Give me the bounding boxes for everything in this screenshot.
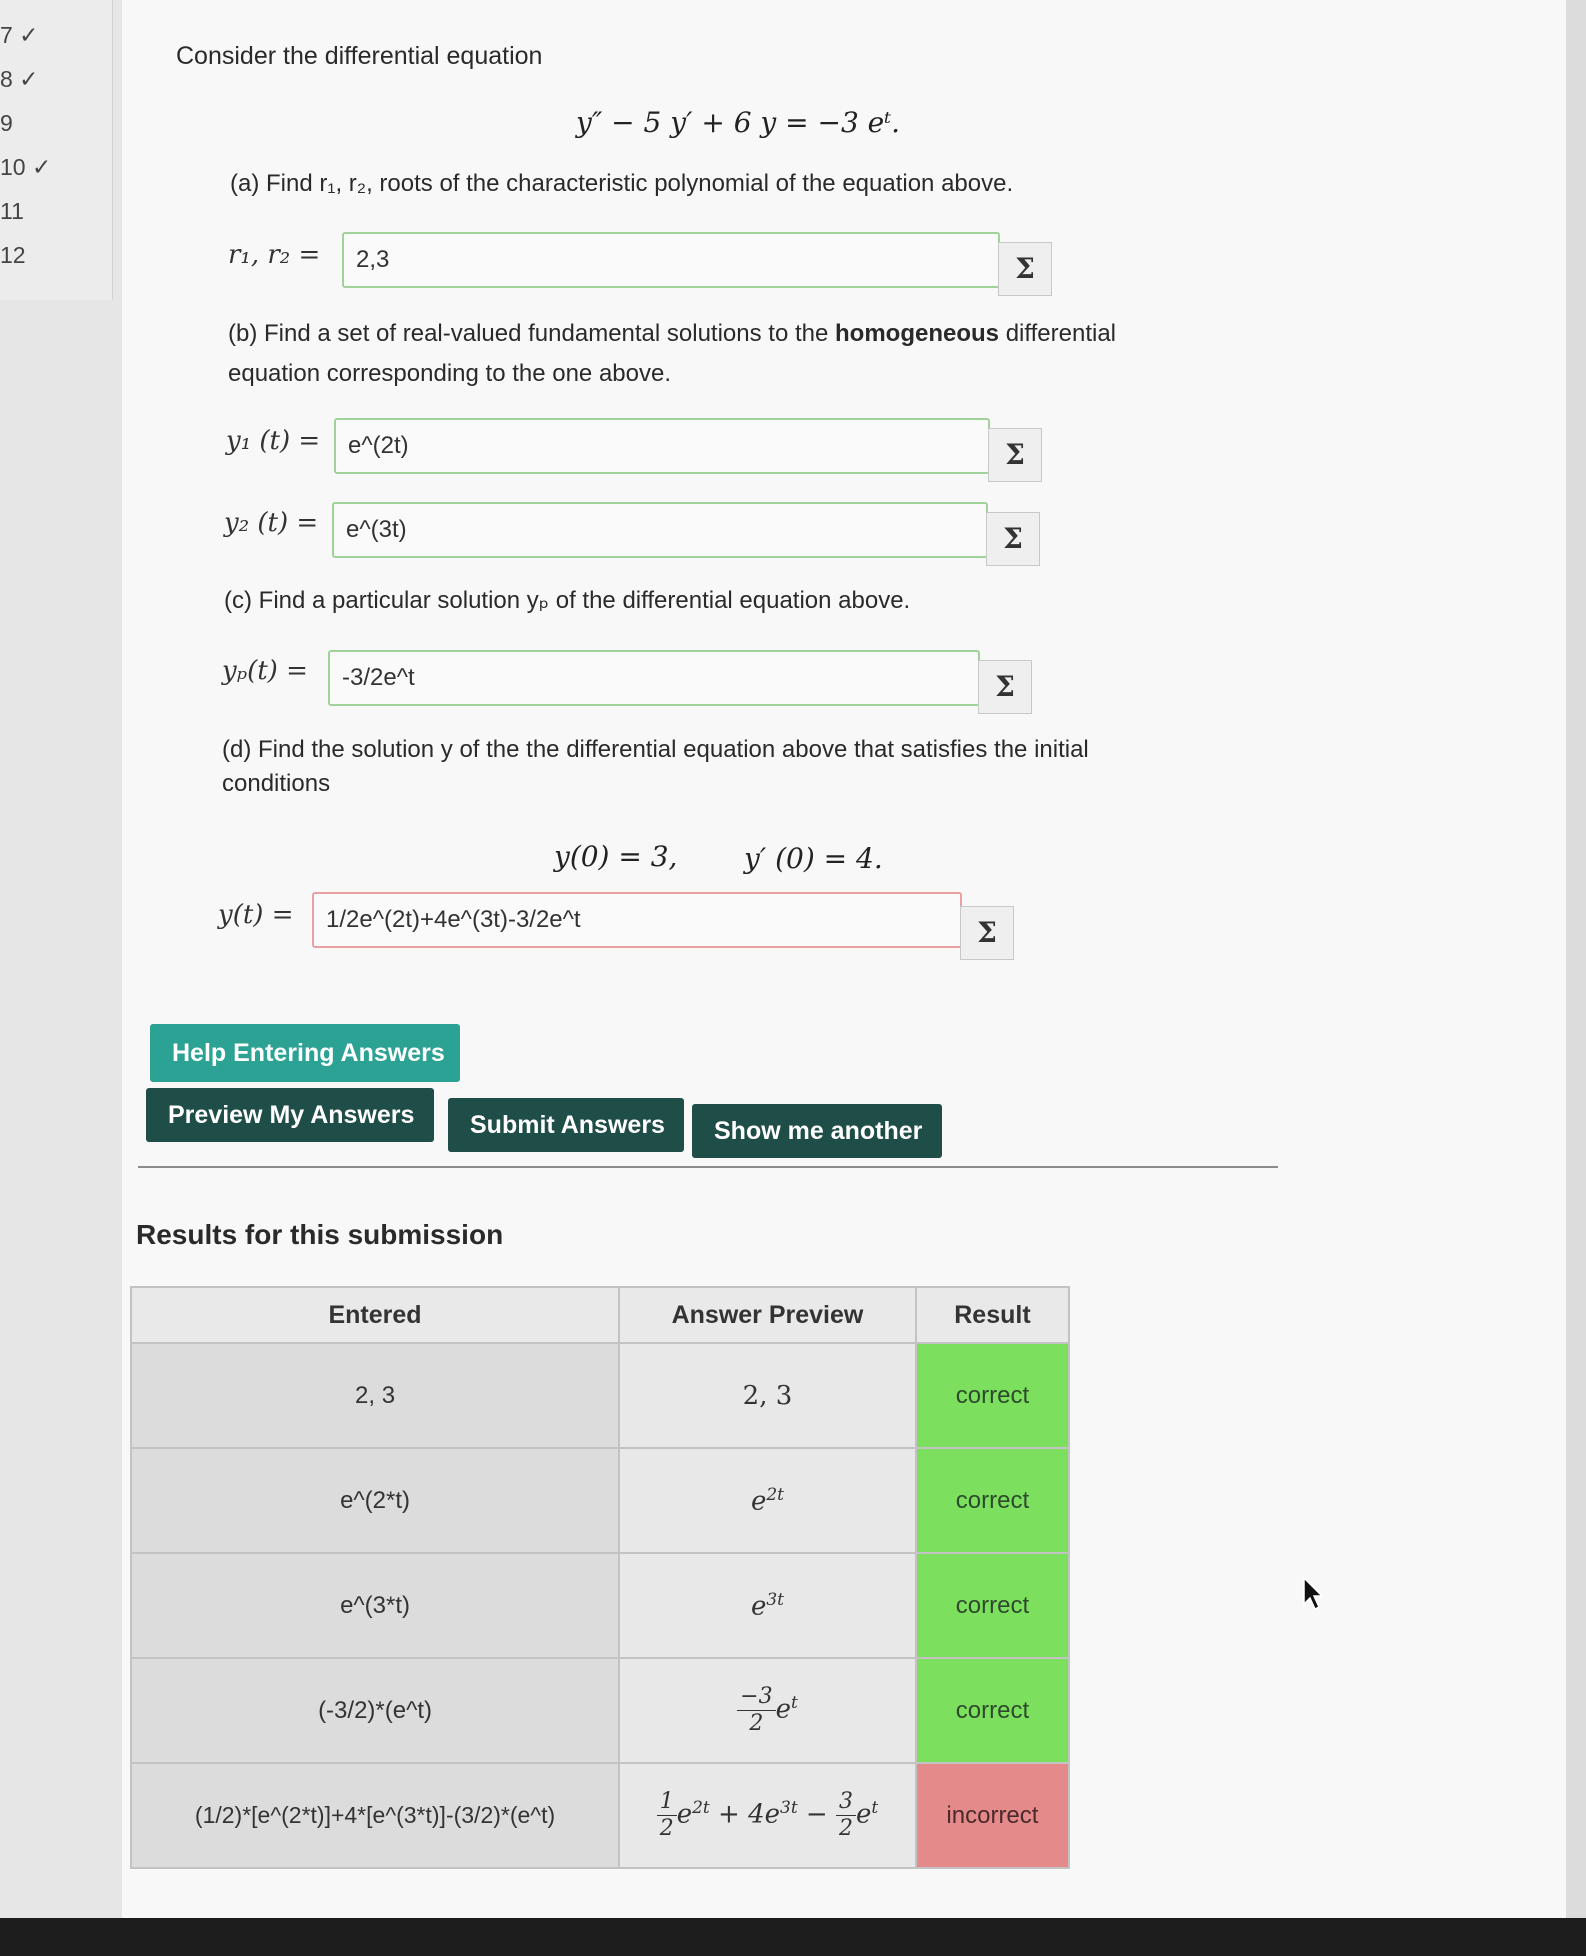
sidebar-item-12[interactable]: 12 (0, 242, 26, 268)
part-d-prompt: (d) Find the solution y of the the differential equation above that satisfies the initial (222, 736, 1089, 763)
answer-y2-input[interactable]: e^(3t) (332, 502, 988, 558)
answer-yp-input[interactable]: -3/2e^t (328, 650, 980, 706)
help-entering-answers-button[interactable]: Help Entering Answers (150, 1024, 460, 1082)
entered-cell: 2, 3 (131, 1343, 619, 1448)
initial-condition-1: y(0) = 3, (554, 840, 678, 873)
table-row (131, 1448, 1069, 1553)
part-b-prompt-bold: homogeneous (835, 320, 1000, 347)
y2-label: y₂ (t) = (224, 508, 319, 538)
table-row (131, 1553, 1069, 1658)
table-row (131, 1343, 1069, 1448)
entered-cell: (-3/2)*(e^t) (131, 1658, 619, 1763)
problem-intro: Consider the differential equation (176, 42, 543, 70)
result-cell: correct (916, 1343, 1069, 1448)
preview-cell: $e^{2t}$ (619, 1448, 916, 1553)
problem-list-sidebar (0, 0, 113, 300)
result-cell: correct (916, 1658, 1069, 1763)
header-entered: Entered (131, 1287, 619, 1343)
header-result: Result (916, 1287, 1069, 1343)
entered-cell: e^(3*t) (131, 1553, 619, 1658)
part-b-prompt-start: (b) Find a set of real-valued fundamental solutions to the (228, 320, 829, 347)
preview-cell: $\frac{-3}{2}$ $e^t$ (619, 1658, 916, 1763)
sigma-icon[interactable]: Σ (988, 428, 1042, 482)
answer-roots-input[interactable]: 2,3 (342, 232, 1000, 288)
y-solution-label: y(t) = (218, 900, 294, 930)
part-a-prompt: (a) Find r₁, r₂, roots of the characteristic polynomial of the equation above. (230, 170, 1014, 197)
yp-label: yₚ(t) = (222, 656, 308, 686)
y1-label: y₁ (t) = (226, 426, 321, 456)
divider (138, 1166, 1278, 1168)
sidebar-item-8[interactable]: 8 ✓ (0, 66, 39, 92)
answer-y1-input[interactable]: e^(2t) (334, 418, 990, 474)
header-answer-preview: Answer Preview (619, 1287, 916, 1343)
results-title: Results for this submission (136, 1219, 504, 1250)
sigma-icon[interactable]: Σ (998, 242, 1052, 296)
part-d-prompt-line2: conditions (222, 770, 331, 797)
table-row (131, 1658, 1069, 1763)
result-cell: correct (916, 1448, 1069, 1553)
sidebar-item-7[interactable]: 7 ✓ (0, 22, 39, 48)
part-b-prompt-end: differential (1005, 320, 1116, 347)
preview-cell: $e^{3t}$ (619, 1553, 916, 1658)
sigma-icon[interactable]: Σ (978, 660, 1032, 714)
results-table (130, 1286, 1070, 1869)
preview-answers-button[interactable]: Preview My Answers (146, 1088, 434, 1142)
submit-answers-button[interactable]: Submit Answers (448, 1098, 684, 1152)
sidebar-item-10[interactable]: 10 ✓ (0, 154, 52, 180)
result-cell: incorrect (916, 1763, 1069, 1868)
part-a-label: r₁, r₂ = (228, 240, 321, 270)
initial-condition-2: y′ (0) = 4. (744, 842, 883, 875)
table-row (131, 1763, 1069, 1868)
part-b-prompt-line2: equation corresponding to the one above. (228, 360, 672, 387)
fraction: $\frac{-3}{2}$ (737, 1684, 775, 1737)
differential-equation: y″ − 5 y′ + 6 y = −3 eᵗ. (576, 106, 901, 139)
part-c-prompt: (c) Find a particular solution yₚ of the differential equation above. (224, 587, 911, 614)
window-edge (1566, 0, 1586, 1918)
entered-cell: (1/2)*[e^(2*t)]+4*[e^(3*t)]-(3/2)*(e^t) (131, 1763, 619, 1868)
fraction: $\frac{1}{2}$ (657, 1789, 677, 1842)
result-cell: correct (916, 1553, 1069, 1658)
answer-y-solution-input[interactable]: 1/2e^(2t)+4e^(3t)-3/2e^t (312, 892, 962, 948)
part-b-prompt (228, 320, 1116, 348)
show-me-another-button[interactable]: Show me another (692, 1104, 942, 1158)
screen-bottom-bezel (0, 1918, 1586, 1956)
sigma-icon[interactable]: Σ (960, 906, 1014, 960)
sidebar-item-11[interactable]: 11 (0, 198, 24, 224)
preview-cell: $\frac{1}{2}$ $e^{2t} + 4e^{3t}$ − $\frac{3}{2}$ $e^t$ (619, 1763, 916, 1868)
sidebar-item-9[interactable]: 9 (0, 110, 13, 136)
sigma-icon[interactable]: Σ (986, 512, 1040, 566)
fraction: $\frac{3}{2}$ (836, 1789, 856, 1842)
entered-cell: e^(2*t) (131, 1448, 619, 1553)
mouse-pointer-icon (1302, 1576, 1326, 1612)
preview-cell: 2, 3 (619, 1343, 916, 1448)
